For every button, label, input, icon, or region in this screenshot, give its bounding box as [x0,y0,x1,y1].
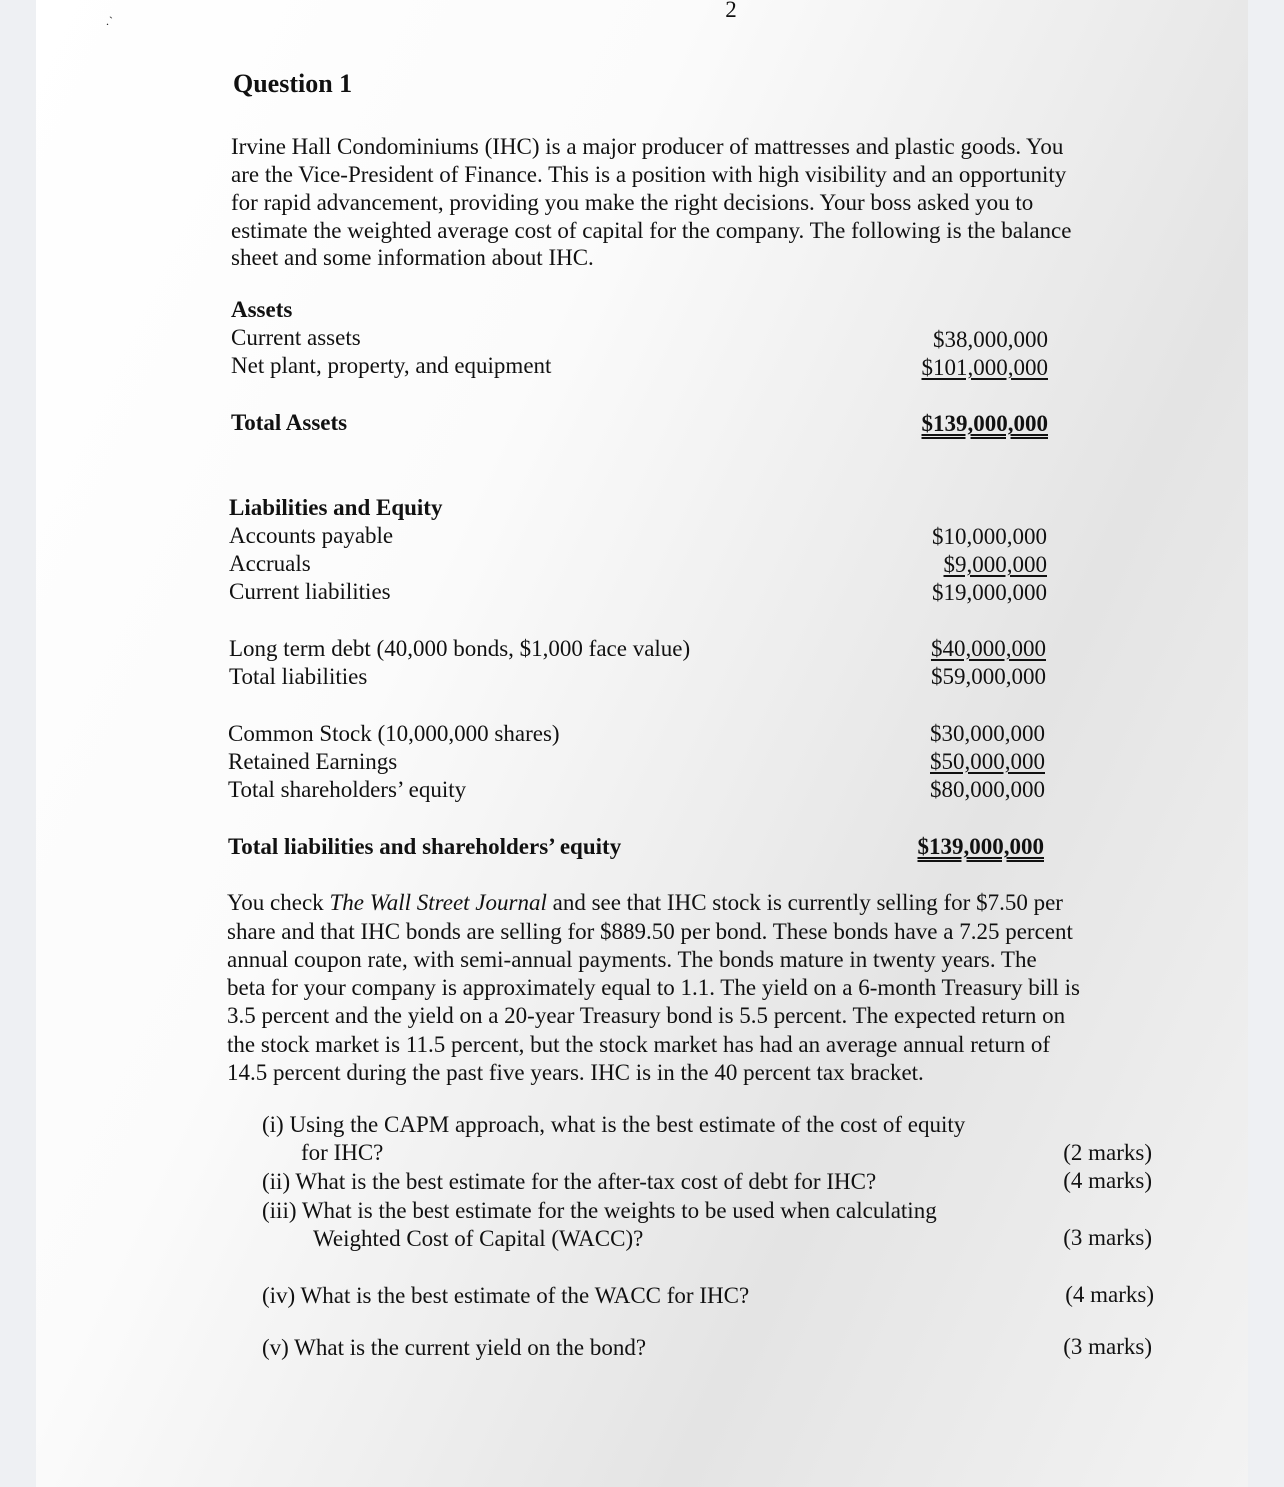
question-ii: (ii) What is the best estimate for the after-tax cost of debt for IHC? [262,1169,877,1194]
row-value: $30,000,000 [930,721,1045,746]
info-line: 3.5 percent and the yield on a 20-year Treasury bond is 5.5 percent. The expected return on [227,1003,1066,1028]
intro-line: for rapid advancement, providing you make the right decisions. Your boss asked you to [231,190,1034,215]
page-number: 2 [725,0,737,22]
info-line: 14.5 percent during the past five years. IHC is in the 40 percent tax bracket. [227,1060,924,1085]
intro-line: sheet and some information about IHC. [231,245,594,270]
info-line: annual coupon rate, with semi-annual payments. The bonds mature in twenty years. The [227,947,1037,972]
intro-line: are the Vice-President of Finance. This is a position with high visibility and an opportunity [231,162,1067,187]
row-label: Common Stock (10,000,000 shares) [228,721,560,746]
row-value: $59,000,000 [931,664,1046,689]
marks-ii: (4 marks) [1063,1168,1152,1193]
question-iii-cont: Weighted Cost of Capital (WACC)? [313,1226,644,1251]
total-assets-value: $139,000,000 [921,411,1048,436]
question-iv: (iv) What is the best estimate of the WACC for IHC? [262,1283,750,1308]
question-i-cont: for IHC? [301,1140,384,1165]
question-title: Question 1 [233,69,353,98]
row-label: Current assets [231,325,361,350]
info-line: the stock market is 11.5 percent, but the stock market has had an average annual return of [227,1032,1051,1057]
question-iii: (iii) What is the best estimate for the weights to be used when calculating [262,1198,937,1223]
scan-speck: .ˋ [106,14,113,28]
info-line: beta for your company is approximately equal to 1.1. The yield on a 6-month Treasury bill is [227,975,1080,1000]
row-value: $80,000,000 [930,777,1045,802]
marks-iv: (4 marks) [1065,1282,1154,1307]
row-label: Retained Earnings [228,749,398,774]
newspaper-title: The Wall Street Journal [329,890,547,915]
liabilities-heading: Liabilities and Equity [229,495,443,520]
row-value: $10,000,000 [932,524,1047,549]
marks-i: (2 marks) [1063,1140,1152,1165]
question-v: (v) What is the current yield on the bond? [262,1335,647,1360]
total-liabilities-equity-label: Total liabilities and shareholders’ equity [228,834,622,859]
question-i: (i) Using the CAPM approach, what is the best estimate of the cost of equity [262,1112,966,1137]
row-value: $9,000,000 [943,552,1047,577]
document-page [36,0,1248,1487]
assets-heading: Assets [231,297,293,322]
total-assets-label: Total Assets [231,410,348,435]
row-label: Current liabilities [229,579,391,604]
info-line: share and that IHC bonds are selling for $889.50 per bond. These bonds have a 7.25 percent [227,919,1073,944]
row-value: $38,000,000 [933,327,1048,352]
info-text: and see that IHC stock is currently selling for $7.50 per [546,890,1063,915]
marks-iii: (3 marks) [1063,1225,1152,1250]
row-value: $50,000,000 [930,749,1045,774]
intro-line: Irvine Hall Condominiums (IHC) is a major producer of mattresses and plastic goods. You [231,134,1064,159]
row-value: $101,000,000 [921,355,1048,380]
row-value: $40,000,000 [931,636,1046,661]
row-label: Total liabilities [229,664,368,689]
info-line [227,889,1063,917]
row-label: Accruals [229,551,311,576]
marks-v: (3 marks) [1063,1334,1152,1359]
info-text: You check [227,890,330,915]
row-label: Net plant, property, and equipment [231,353,552,378]
intro-line: estimate the weighted average cost of capital for the company. The following is the balance [231,218,1072,243]
row-label: Long term debt (40,000 bonds, $1,000 face value) [229,636,691,661]
row-value: $19,000,000 [932,580,1047,605]
total-liabilities-equity-value: $139,000,000 [917,834,1044,859]
row-label: Total shareholders’ equity [228,777,467,802]
row-label: Accounts payable [229,523,394,548]
